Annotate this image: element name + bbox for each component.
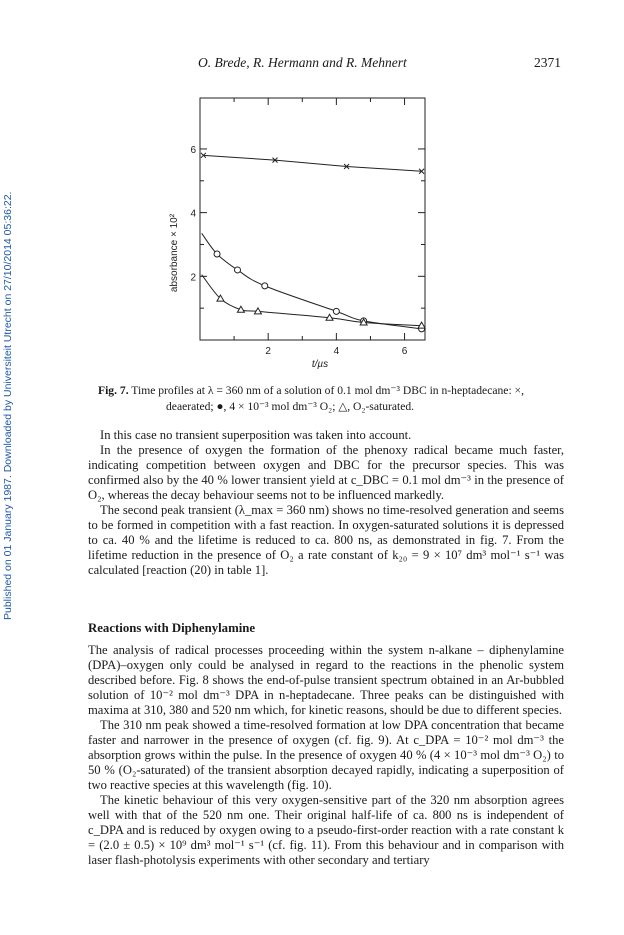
series-line-2 xyxy=(202,233,422,329)
y-axis-label: absorbance × 10² xyxy=(169,213,180,293)
series-line-3 xyxy=(202,275,422,326)
paragraph: In the presence of oxygen the formation of the phenoxy radical became much faster, indicating competition between oxygen and DBC for the precursor species. This was confirmed also by the 40 % lower transient yield at c_DBC = 0.1 mol dm⁻³ in the presence of O₂, whereas the decay behaviour seems not to be influenced markedly. xyxy=(88,443,564,502)
paragraph: The 310 nm peak showed a time-resolved formation at low DPA concentration that became faster and narrower in the presence of oxygen (cf. fig. 9). At c_DPA = 10⁻² mol dm⁻³ the absorption grows within the pulse. In the presence of oxygen 40 % (4 × 10⁻³ mol dm⁻³ O₂) to 50 % (O₂-saturated) of the transient absorption decayed rapidly, indicating a superposition of two reactive species at this wavelength (fig. 10). xyxy=(88,718,564,792)
data-point xyxy=(214,251,220,257)
series-line-1 xyxy=(203,155,421,171)
download-watermark xyxy=(2,150,16,620)
running-head: O. Brede, R. Hermann and R. Mehnert xyxy=(198,55,407,70)
body-text-block-2 xyxy=(88,643,564,868)
download-watermark-text: Published on 01 January 1987. Downloaded by Universiteit Utrecht on 27/10/2014 05:36:22. xyxy=(2,191,14,620)
x-tick-label: 2 xyxy=(265,346,271,357)
data-point xyxy=(333,308,339,314)
page-number: 2371 xyxy=(534,55,561,70)
paragraph: The analysis of radical processes proceeding within the system n-alkane – diphenylamine (DPA)–oxygen only could be analysed in regard to the reactions in the phenolic system described before. Fig. 8 shows the end-of-pulse transient spectrum obtained in an Ar-bubbled solution of 10⁻² mol dm⁻³ DPA in n-heptadecane. Three peaks can be distinguished with maxima at 310, 380 and 520 nm which, for kinetic reasons, should be due to different species. xyxy=(88,643,564,717)
figure-caption xyxy=(98,383,558,414)
x-axis-label: t/µs xyxy=(311,359,329,370)
y-tick-label: 2 xyxy=(190,272,196,284)
caption-line-2: deaerated; ●, 4 × 10⁻³ mol dm⁻³ O₂; △, O₂-saturated. xyxy=(166,399,415,413)
x-tick-label: 4 xyxy=(333,346,340,357)
paragraph: The kinetic behaviour of this very oxygen-sensitive part of the 320 nm absorption agrees well with that of the 520 nm one. Their original half-life of ca. 800 ns is independent of c_DPA and is reduced by oxygen owing to a pseudo-first-order reaction with a rate constant k = (2.0 ± 0.5) × 10⁹ dm³ mol⁻¹ s⁻¹ (cf. fig. 11). From this behaviour and in comparison with laser flash-photolysis experiments with other secondary and tertiary xyxy=(88,793,564,867)
data-point xyxy=(262,283,268,289)
figure-label: Fig. 7. xyxy=(98,384,129,397)
section-heading: Reactions with Diphenylamine xyxy=(88,621,256,635)
caption-line-1: Time profiles at λ = 360 nm of a solution of 0.1 mol dm⁻³ DBC in n-heptadecane: ×, xyxy=(131,384,524,397)
x-tick-label: 6 xyxy=(401,346,408,357)
absorbance-time-chart xyxy=(160,95,460,370)
y-tick-label: 6 xyxy=(190,144,196,156)
y-tick-label: 4 xyxy=(190,208,196,220)
paragraph: In this case no transient superposition was taken into account. xyxy=(100,428,412,442)
data-point xyxy=(235,267,241,273)
plot-frame xyxy=(200,98,425,340)
body-text-block-1 xyxy=(88,428,564,578)
paragraph: The second peak transient (λ_max = 360 nm) shows no time-resolved generation and seems to be formed in competition with a fast reaction. In oxygen-saturated solutions it is depressed to ca. 40 % and the lifetime is reduced to ca. 800 ns, as demonstrated in fig. 7. From the lifetime reduction in the presence of O₂ a rate constant of k₂₀ = 9 × 10⁷ dm³ mol⁻¹ s⁻¹ was calculated [reaction (20) in table 1]. xyxy=(88,503,564,577)
page-header xyxy=(0,55,624,75)
